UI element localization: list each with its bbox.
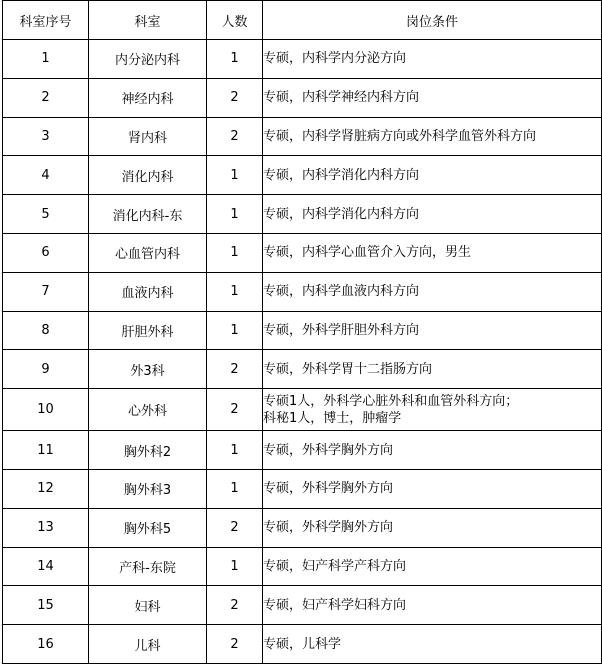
seq-cell: 16: [3, 625, 89, 664]
seq-cell: 15: [3, 586, 89, 625]
dept-cell: 外3科: [89, 350, 207, 389]
table-row: [3, 78, 602, 117]
dept-cell: 妇科: [89, 586, 207, 625]
header-count: 人数: [207, 1, 263, 40]
count-cell: 1: [207, 311, 263, 350]
condition-cell: 专硕，妇产科学产科方向: [263, 547, 602, 586]
table-row: [3, 272, 602, 311]
table-row: [3, 547, 602, 586]
table-row: [3, 117, 602, 156]
table-row: [3, 389, 602, 431]
condition-cell: 专硕，内科学内分泌方向: [263, 40, 602, 79]
dept-cell: 胸外科5: [89, 508, 207, 547]
table-row: [3, 233, 602, 272]
dept-cell: 心外科: [89, 389, 207, 431]
seq-cell: 3: [3, 117, 89, 156]
condition-cell: 专硕，外科学肝胆外科方向: [263, 311, 602, 350]
header-row: [3, 1, 602, 40]
table-row: [3, 156, 602, 195]
dept-cell: 儿科: [89, 625, 207, 664]
count-cell: 1: [207, 272, 263, 311]
count-cell: 2: [207, 117, 263, 156]
table-row: [3, 431, 602, 470]
seq-cell: 2: [3, 78, 89, 117]
recruitment-table: [2, 0, 602, 664]
condition-cell: 专硕，外科学胸外方向: [263, 469, 602, 508]
count-cell: 2: [207, 508, 263, 547]
table-row: [3, 40, 602, 79]
condition-line-2: 科秘1人，博士，肿瘤学: [263, 410, 402, 426]
dept-cell: 心血管内科: [89, 233, 207, 272]
table-row: [3, 508, 602, 547]
count-cell: 2: [207, 350, 263, 389]
count-cell: 1: [207, 431, 263, 470]
count-cell: 1: [207, 156, 263, 195]
count-cell: 1: [207, 547, 263, 586]
seq-cell: 11: [3, 431, 89, 470]
seq-cell: 9: [3, 350, 89, 389]
count-cell: 2: [207, 78, 263, 117]
condition-cell: 专硕，外科学胸外方向: [263, 508, 602, 547]
dept-cell: 胸外科3: [89, 469, 207, 508]
seq-cell: 13: [3, 508, 89, 547]
header-condition: 岗位条件: [263, 1, 602, 40]
seq-cell: 8: [3, 311, 89, 350]
count-cell: 2: [207, 625, 263, 664]
condition-cell: 专硕，内科学消化内科方向: [263, 156, 602, 195]
condition-cell: 专硕，外科学胃十二指肠方向: [263, 350, 602, 389]
table-row: [3, 195, 602, 234]
condition-cell: 专硕，内科学神经内科方向: [263, 78, 602, 117]
count-cell: 1: [207, 469, 263, 508]
seq-cell: 12: [3, 469, 89, 508]
seq-cell: 1: [3, 40, 89, 79]
count-cell: 2: [207, 586, 263, 625]
table-row: [3, 311, 602, 350]
condition-cell: 专硕，外科学胸外方向: [263, 431, 602, 470]
table-row: [3, 625, 602, 664]
condition-line-1: 专硕1人，外科学心脏外科和血管外科方向；: [263, 393, 519, 409]
condition-cell: 专硕，内科学血液内科方向: [263, 272, 602, 311]
count-cell: 2: [207, 389, 263, 431]
table-row: [3, 350, 602, 389]
header-dept: 科室: [89, 1, 207, 40]
count-cell: 1: [207, 195, 263, 234]
header-seq: 科室序号: [3, 1, 89, 40]
dept-cell: 神经内科: [89, 78, 207, 117]
dept-cell: 肝胆外科: [89, 311, 207, 350]
seq-cell: 14: [3, 547, 89, 586]
dept-cell: 消化内科: [89, 156, 207, 195]
dept-cell: 胸外科2: [89, 431, 207, 470]
dept-cell: 肾内科: [89, 117, 207, 156]
condition-cell: 专硕，内科学消化内科方向: [263, 195, 602, 234]
condition-cell: 专硕，妇产科学妇科方向: [263, 586, 602, 625]
dept-cell: 血液内科: [89, 272, 207, 311]
seq-cell: 6: [3, 233, 89, 272]
table-row: [3, 469, 602, 508]
table-row: [3, 586, 602, 625]
count-cell: 1: [207, 40, 263, 79]
seq-cell: 4: [3, 156, 89, 195]
condition-cell: 专硕，内科学肾脏病方向或外科学血管外科方向: [263, 117, 602, 156]
seq-cell: 10: [3, 389, 89, 431]
dept-cell: 内分泌内科: [89, 40, 207, 79]
condition-cell: 专硕，儿科学: [263, 625, 602, 664]
count-cell: 1: [207, 233, 263, 272]
dept-cell: 产科-东院: [89, 547, 207, 586]
seq-cell: 5: [3, 195, 89, 234]
condition-cell: 专硕，内科学心血管介入方向，男生: [263, 233, 602, 272]
condition-cell: [263, 389, 602, 431]
dept-cell: 消化内科-东: [89, 195, 207, 234]
seq-cell: 7: [3, 272, 89, 311]
